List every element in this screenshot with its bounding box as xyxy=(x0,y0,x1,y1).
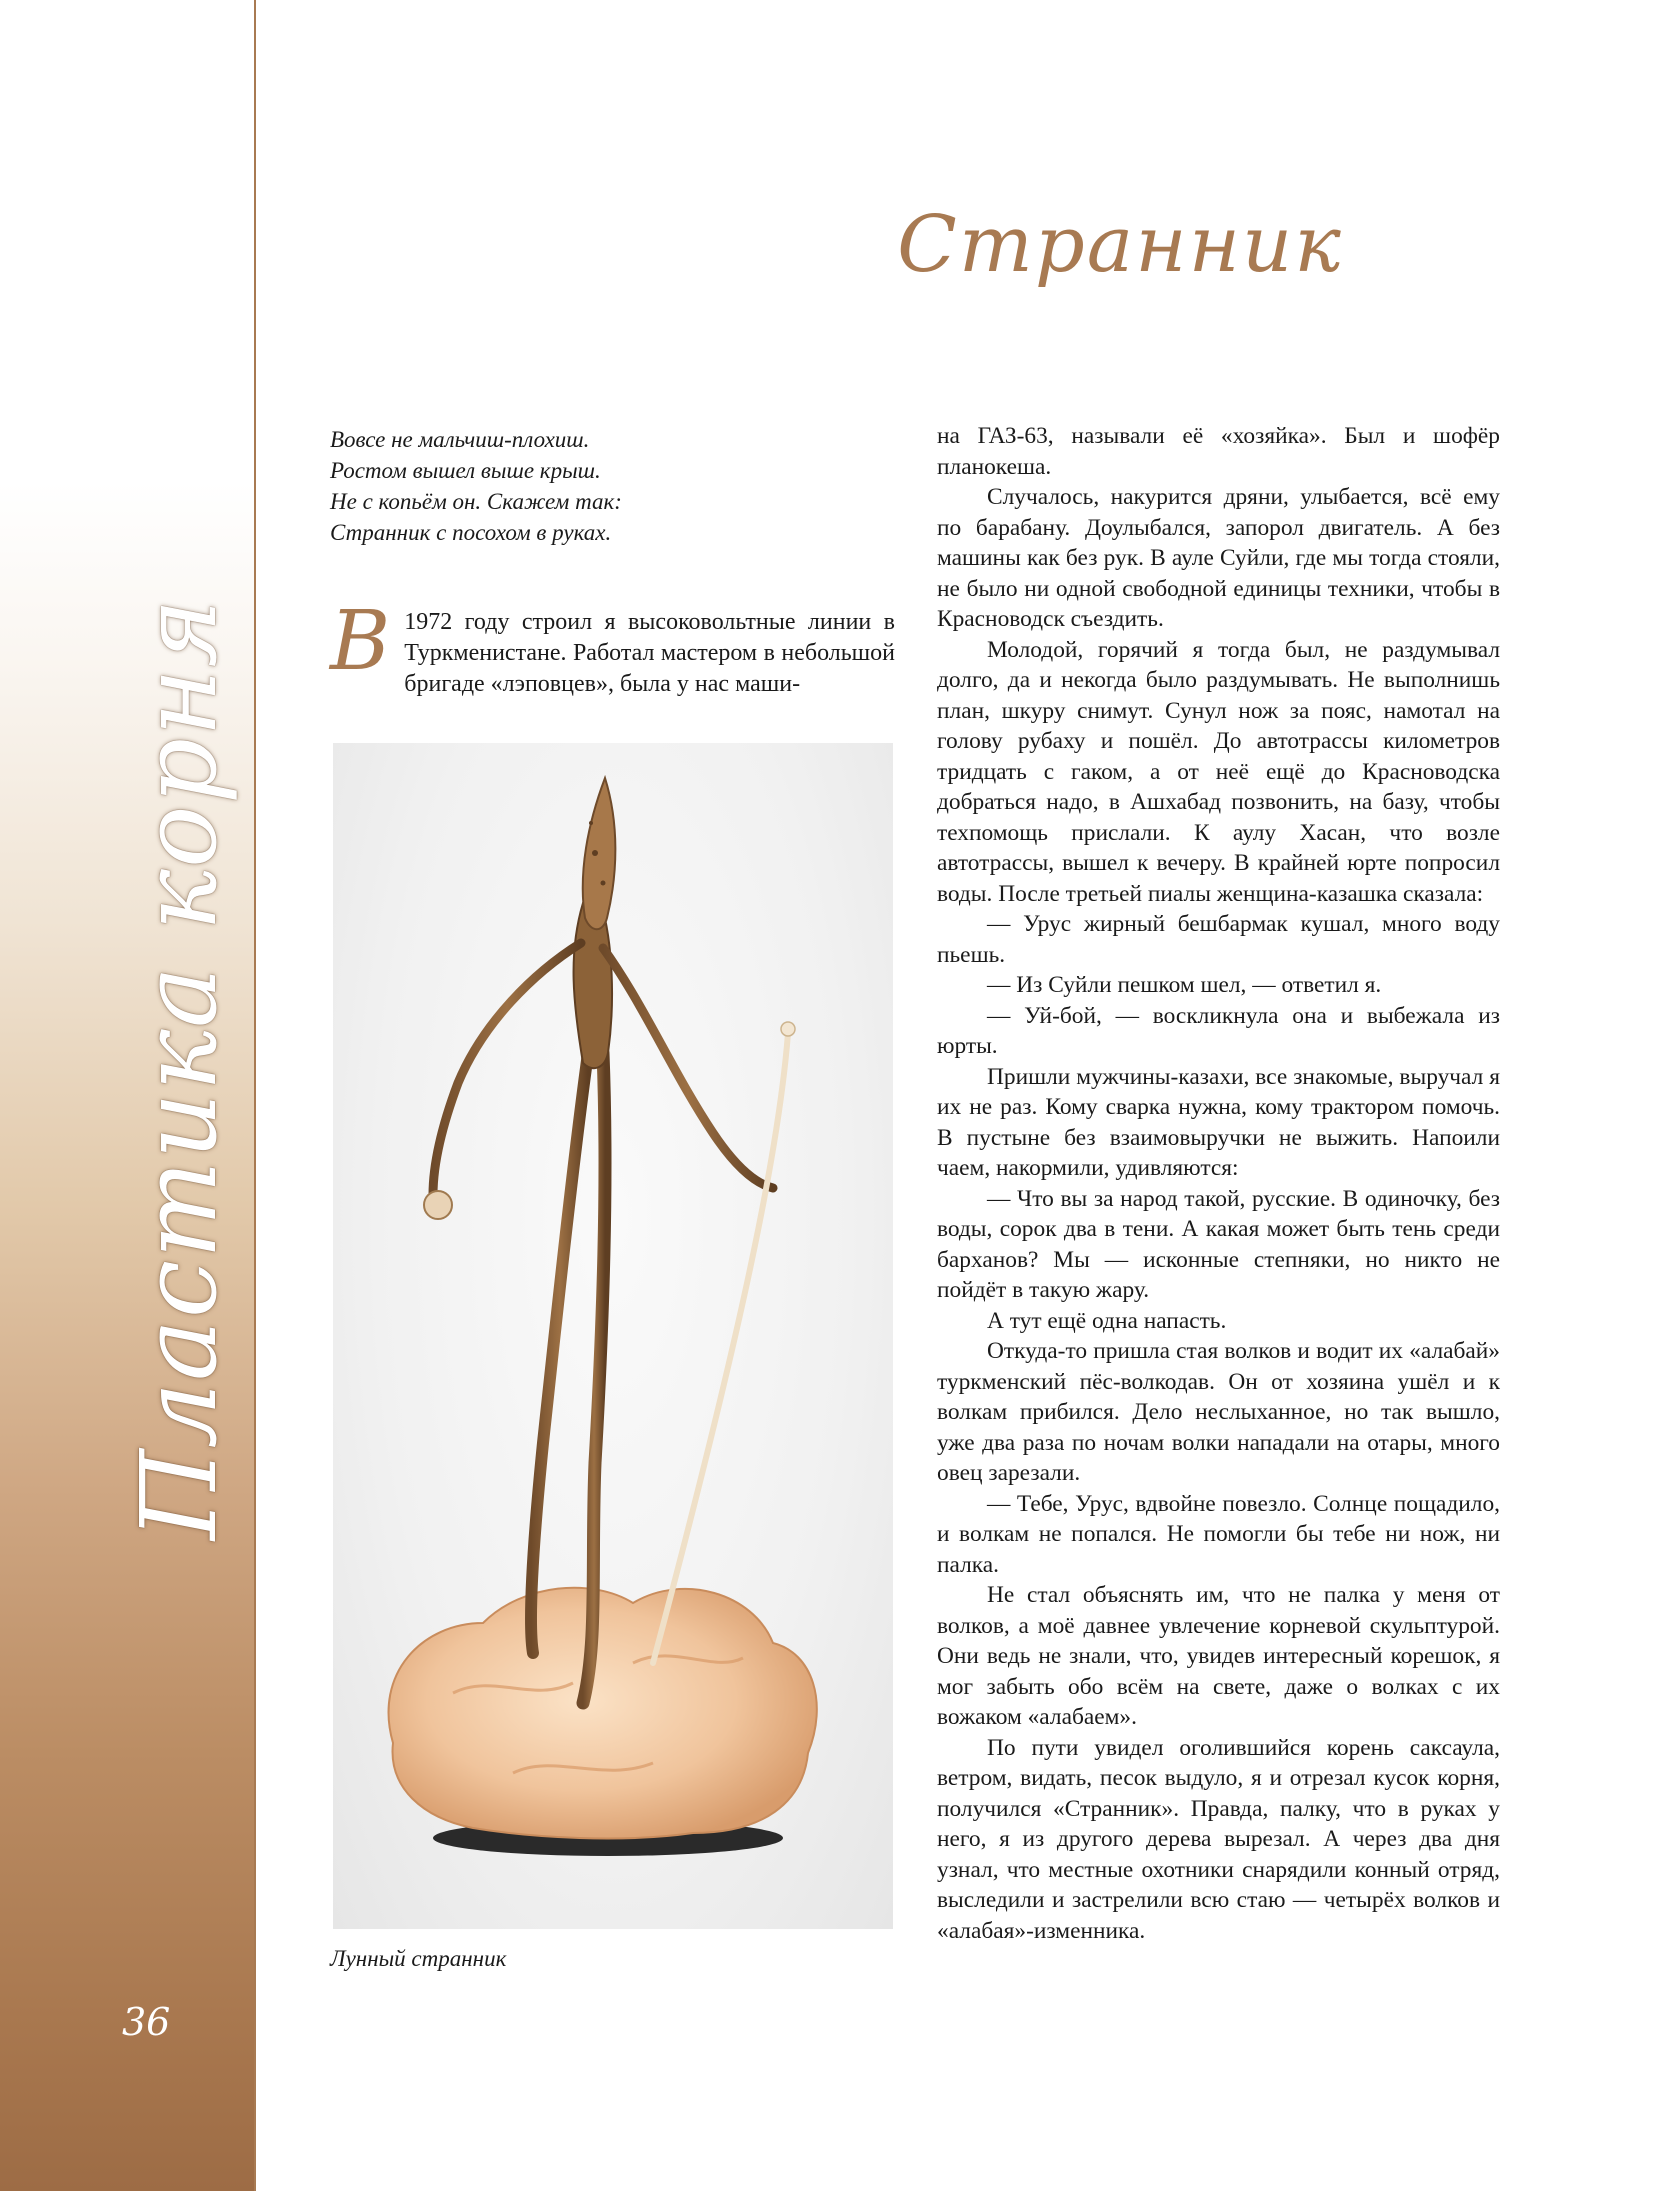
drop-cap: В xyxy=(330,594,391,689)
intro-text: 1972 году строил я высоковольтные линии в Туркменистане. Работал мастером в небольшой бригаде «лэповцев», была у нас маши- xyxy=(404,609,895,697)
epigraph-line: Ростом вышел выше крыш. xyxy=(330,458,601,483)
side-divider xyxy=(254,0,256,2191)
body-paragraph: По пути увидел оголившийся корень саксаула, ветром, видать, песок выдуло, я и отрезал кусок корня, получился «Странник». Правда, палку, что в руках у него, я из другого дерева вырезал. А через два дня узнал, что местные охотники снарядили конный отряд, выследили и застрелили всю стаю — четырёх волков и «алабая»-изменника. xyxy=(937,1734,1500,1944)
body-paragraph: — Урус жирный бешбармак кушал, много воду пьешь. xyxy=(937,911,1500,968)
body-paragraph: А тут ещё одна напасть. xyxy=(987,1307,1227,1334)
body-paragraph: на ГАЗ-63, называли её «хозяйка». Был и шофёр планокеша. xyxy=(937,423,1500,480)
page-number: 36 xyxy=(122,2000,171,2044)
body-paragraph: Откуда-то пришла стая волков и водит их «алабай» туркменский пёс-волкодав. Он от хозяина ушёл и к волкам прибился. Дело неслыханное, но так вышло, уже два раза по ночам волки нападали на отары, много овец зарезали. xyxy=(937,1338,1500,1486)
article-title: Странник xyxy=(897,200,1343,290)
body-paragraph: — Что вы за народ такой, русские. В одиночку, без воды, сорок два в тени. А какая может быть тень среди барханов? Мы — исконные степняки, но никто не пойдёт в такую жару. xyxy=(937,1185,1500,1303)
body-paragraph: — Уй-бой, — воскликнула она и выбежала из юрты. xyxy=(937,1002,1500,1059)
sculpture-photo xyxy=(333,743,893,1929)
epigraph-line: Не с копьём он. Скажем так: xyxy=(330,489,622,514)
body-paragraph: Пришли мужчины-казахи, все знакомые, выручал я их не раз. Кому сварка нужна, кому трактором помочь. В пустыне без взаимовыручки не выжить. Напоили чаем, накормили, удивляются: xyxy=(937,1063,1500,1181)
body-paragraph: — Тебе, Урус, вдвойне повезло. Солнце пощадило, и волкам не попался. Не помогли бы тебе ни нож, ни палка. xyxy=(937,1490,1500,1578)
section-title-vertical: Пластика корня xyxy=(118,597,240,1540)
body-paragraph: Молодой, горячий я тогда был, не раздумывал долго, да и некогда было раздумывать. Не выполнишь план, шкуру снимут. Сунул нож за пояс, намотал на голову рубаху и пошёл. До автотрассы километров тридцать с гаком, а от неё ещё до Красноводска добраться надо, в Ашхабад позвонить, на базу, чтобы техпомощь прислали. К аулу Хасан, что возле автотрассы, вышел к вечеру. В крайней юрте попросил воды. После третьей пиалы женщина-казашка сказала: xyxy=(937,636,1500,907)
body-paragraph: Случалось, накурится дряни, улыбается, всё ему по барабану. Доулыбался, запорол двигатель. А без машины как без рук. В ауле Суйли, где мы тогда стояли, не было ни одной свободной единицы техники, чтобы в Красноводск съездить. xyxy=(937,484,1500,632)
body-paragraph: Не стал объяснять им, что не палка у меня от волков, а моё давнее увлечение корневой скульптурой. Они ведь не знали, что, увидев интересный корешок, я мог забыть обо всём на свете, даже о волках с их вожаком «алабаем». xyxy=(937,1582,1500,1730)
epigraph-line: Странник с посохом в руках. xyxy=(330,520,612,545)
epigraph xyxy=(330,424,890,548)
intro-paragraph xyxy=(330,594,895,700)
wooden-figure-sculpture-icon xyxy=(333,743,893,1929)
body-paragraph: — Из Суйли пешком шел, — ответил я. xyxy=(987,972,1382,998)
epigraph-line: Вовсе не мальчиш-плохиш. xyxy=(330,427,590,452)
article-body xyxy=(937,421,1500,1946)
photo-caption: Лунный странник xyxy=(330,1946,507,1971)
